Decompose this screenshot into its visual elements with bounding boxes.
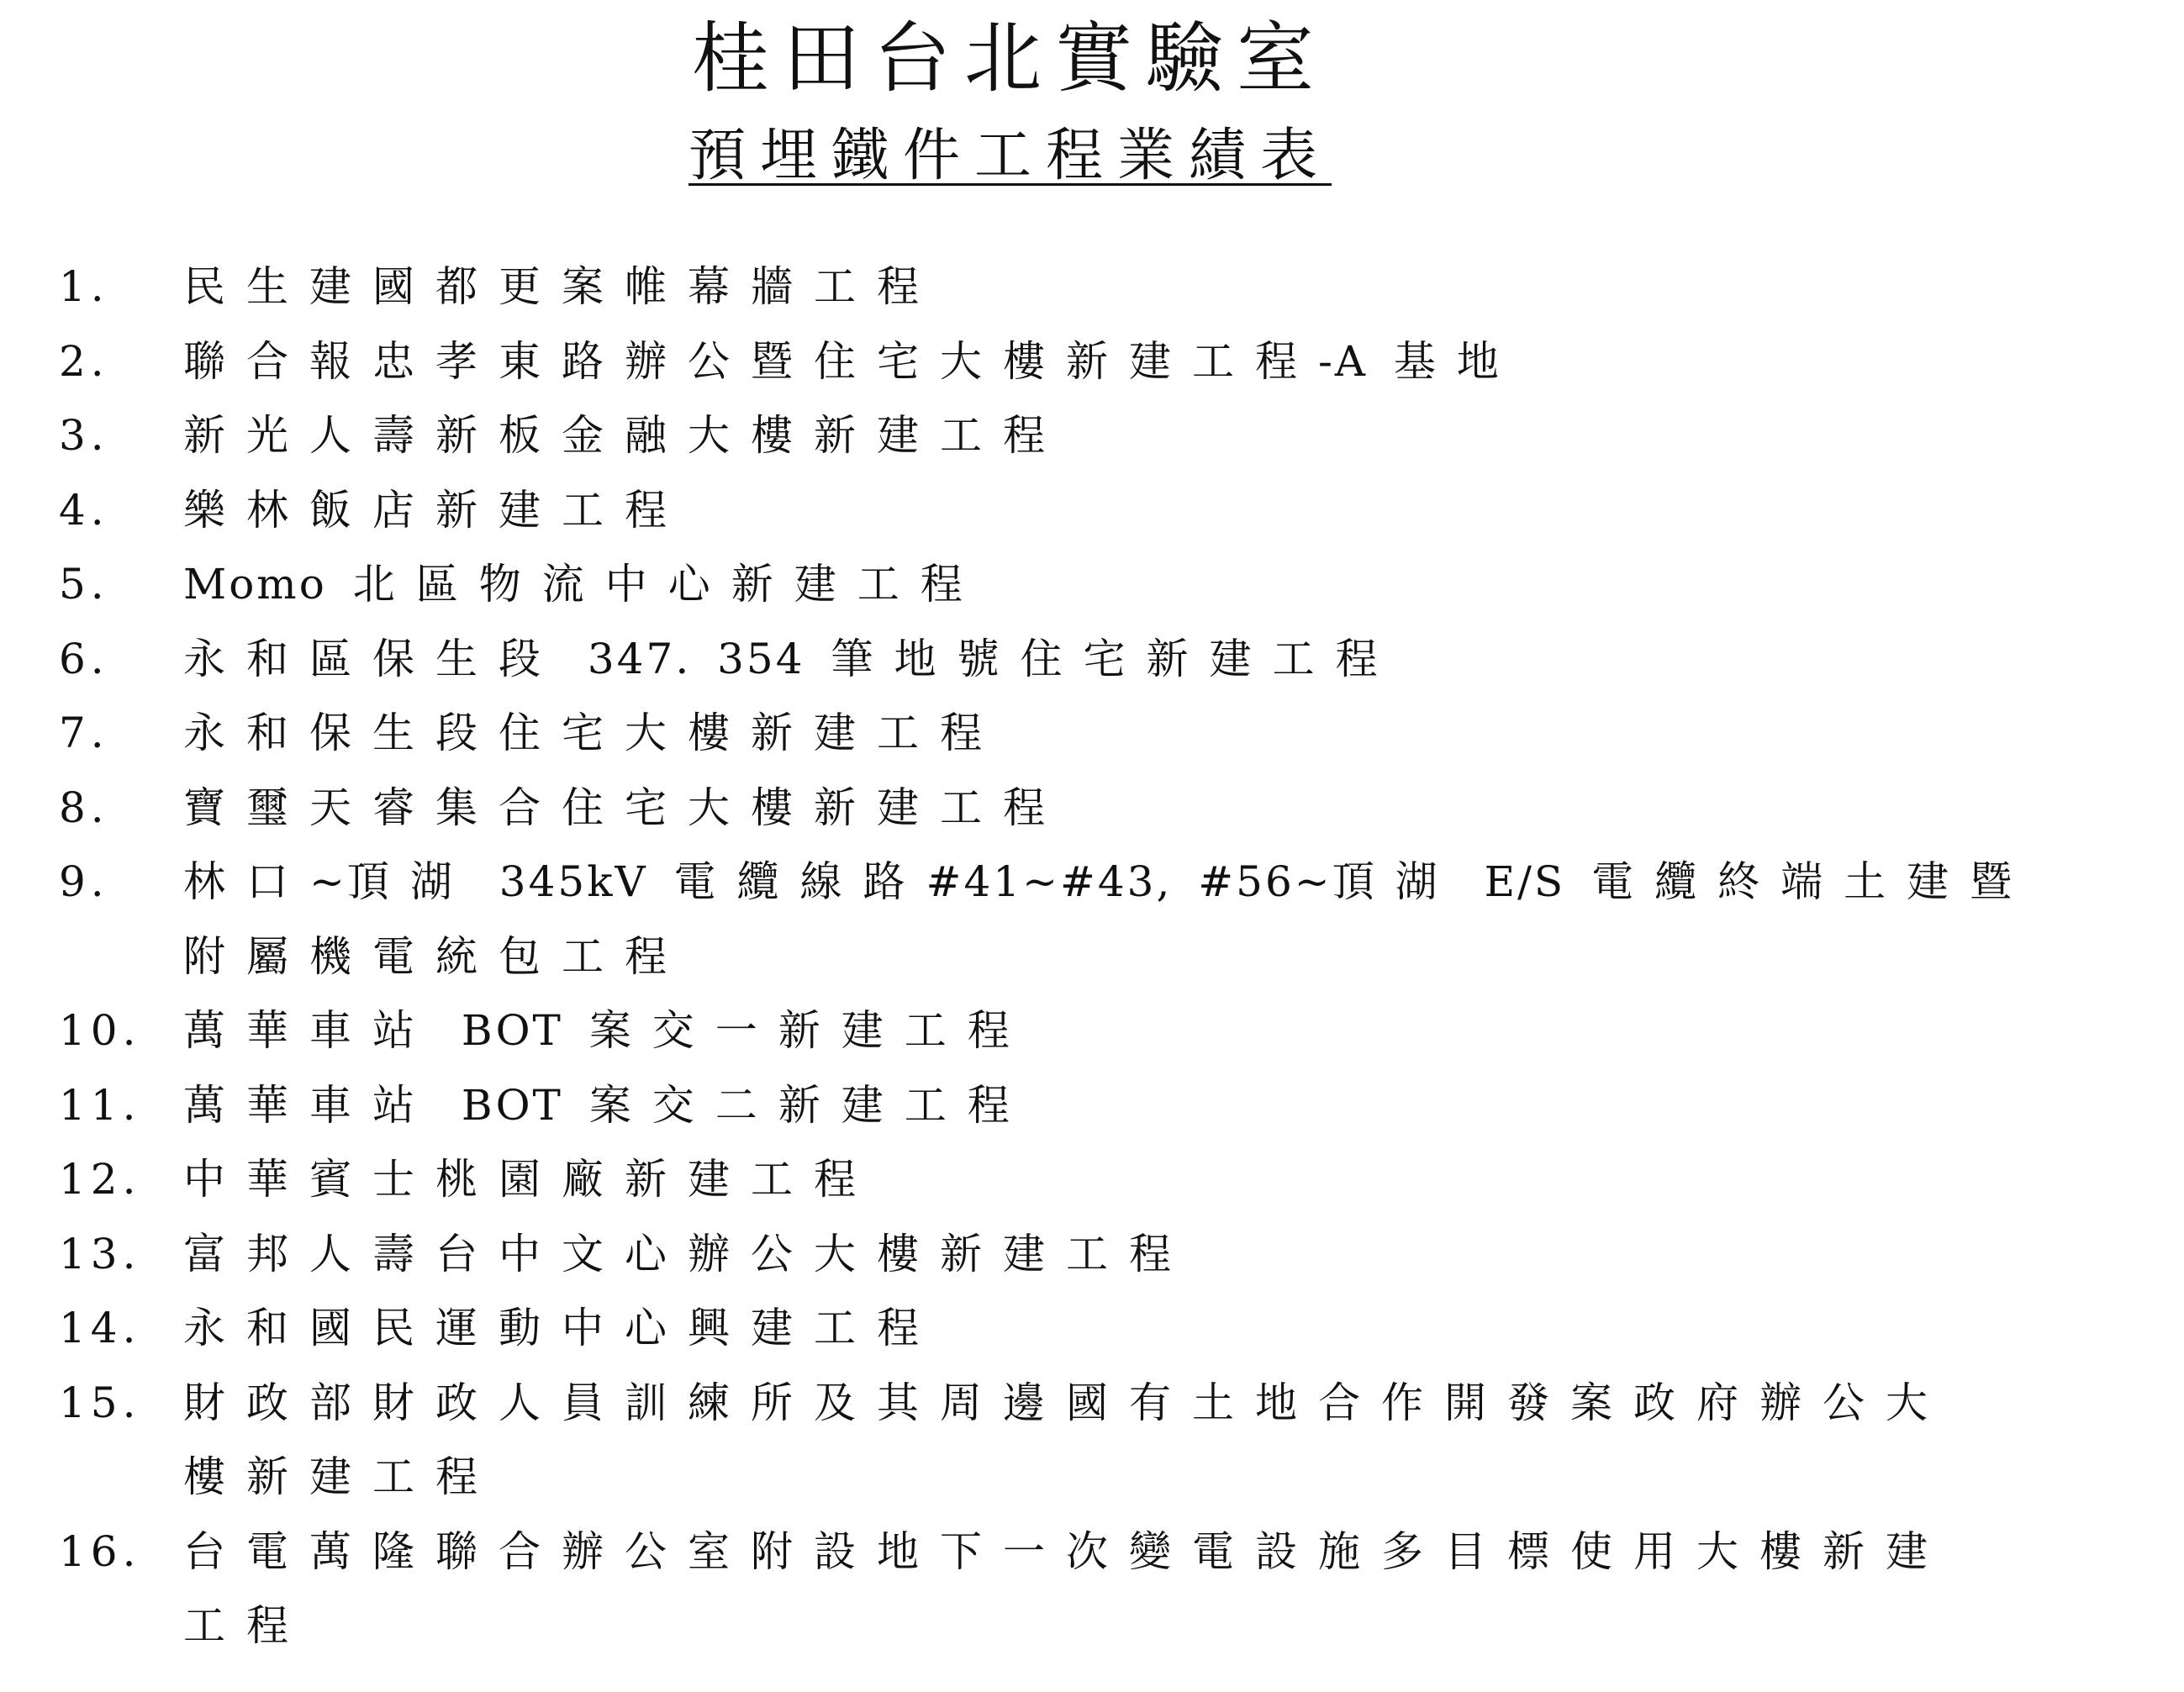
list-item [0, 1068, 2184, 1143]
latin-run: BOT [435, 1080, 589, 1130]
latin-run: BOT [435, 1006, 589, 1055]
item-number: 15. [59, 1378, 141, 1427]
item-text-line: 工程 [183, 1601, 309, 1650]
item-text [183, 845, 2184, 994]
item-text [183, 1366, 2184, 1515]
list-item [0, 547, 2184, 622]
item-text [183, 1068, 2184, 1143]
list-item [0, 398, 2184, 473]
item-text-line: 永和國民運動中心興建工程 [183, 1304, 940, 1352]
item-text [183, 1217, 2184, 1292]
list-item [0, 1291, 2184, 1366]
item-text-line: 樂林飯店新建工程 [183, 485, 688, 535]
item-number: 16. [59, 1526, 141, 1576]
item-text [183, 771, 2184, 846]
project-list [0, 250, 2184, 1663]
item-number: 13. [59, 1229, 141, 1278]
item-number: 12. [59, 1155, 141, 1204]
item-number: 7. [59, 709, 109, 757]
item-number: 6. [59, 634, 109, 683]
item-number: 11. [59, 1080, 141, 1130]
item-text-line: 林口~頂湖 345kV 電纜線路#41~#43, #56~頂湖 E/S 電纜終端土建暨 [183, 857, 2034, 906]
item-text-line: 永和區保生段 347. 354 筆地號住宅新建工程 [183, 634, 1399, 683]
list-item [0, 1515, 2184, 1663]
item-text-line: 萬華車站 BOT 案交二新建工程 [183, 1080, 1031, 1130]
item-text [183, 1291, 2184, 1366]
latin-run: 347. 354 [562, 634, 831, 683]
list-item [0, 250, 2184, 324]
item-text [183, 473, 2184, 548]
latin-run: #41~#43, #56~ [926, 857, 1332, 906]
latin-run: ~ [309, 857, 347, 906]
item-text-line: 新光人壽新板金融大樓新建工程 [183, 411, 1066, 460]
item-text [183, 547, 2184, 622]
list-item [0, 1217, 2184, 1292]
item-text-line: 財政部財政人員訓練所及其周邊國有土地合作開發案政府辦公大 [183, 1378, 1949, 1427]
latin-run: E/S [1458, 857, 1592, 906]
item-number: 5. [59, 560, 109, 609]
list-item [0, 473, 2184, 548]
page-subtitle: 預埋鐵件工程業績表 [688, 123, 1332, 189]
item-text-line: 中華賓士桃園廠新建工程 [183, 1155, 877, 1204]
item-number: 8. [59, 783, 109, 832]
item-text [183, 696, 2184, 771]
item-text [183, 250, 2184, 324]
item-number: 14. [59, 1304, 141, 1352]
item-text [183, 324, 2184, 399]
latin-run: Momo [183, 560, 353, 609]
subtitle-row [0, 123, 2006, 190]
item-number: 2. [59, 336, 109, 386]
item-text [183, 398, 2184, 473]
item-text-line: 萬華車站 BOT 案交一新建工程 [183, 1006, 1031, 1055]
list-item [0, 696, 2184, 771]
item-text-line: 富邦人壽台中文心辦公大樓新建工程 [183, 1229, 1192, 1278]
item-text [183, 622, 2184, 697]
page-title: 桂田台北實驗室 [691, 13, 1327, 103]
item-text-line: 永和保生段住宅大樓新建工程 [183, 709, 1003, 757]
list-item [0, 845, 2184, 994]
list-item [0, 622, 2184, 697]
latin-run: -A [1318, 336, 1394, 386]
item-text-line: 附屬機電統包工程 [183, 931, 688, 981]
item-number: 9. [59, 857, 109, 906]
list-item [0, 1366, 2184, 1515]
item-text [183, 1515, 2184, 1663]
item-text-line: 樓新建工程 [183, 1452, 499, 1501]
list-item [0, 1142, 2184, 1217]
item-text-line: 民生建國都更案帷幕牆工程 [183, 262, 940, 311]
item-text [183, 994, 2184, 1068]
item-number: 10. [59, 1006, 141, 1055]
item-text [183, 1142, 2184, 1217]
item-number: 4. [59, 485, 109, 535]
list-item [0, 994, 2184, 1068]
item-text-line: 寶璽天睿集合住宅大樓新建工程 [183, 783, 1066, 832]
list-item [0, 771, 2184, 846]
item-number: 1. [59, 262, 109, 311]
item-text-line: 聯合報忠孝東路辦公暨住宅大樓新建工程-A 基地 [183, 336, 1520, 386]
item-text-line: Momo 北區物流中心新建工程 [183, 560, 984, 609]
list-item [0, 324, 2184, 399]
item-number: 3. [59, 411, 109, 460]
latin-run: 345kV [472, 857, 674, 906]
item-text-line: 台電萬隆聯合辦公室附設地下一次變電設施多目標使用大樓新建 [183, 1526, 1949, 1576]
